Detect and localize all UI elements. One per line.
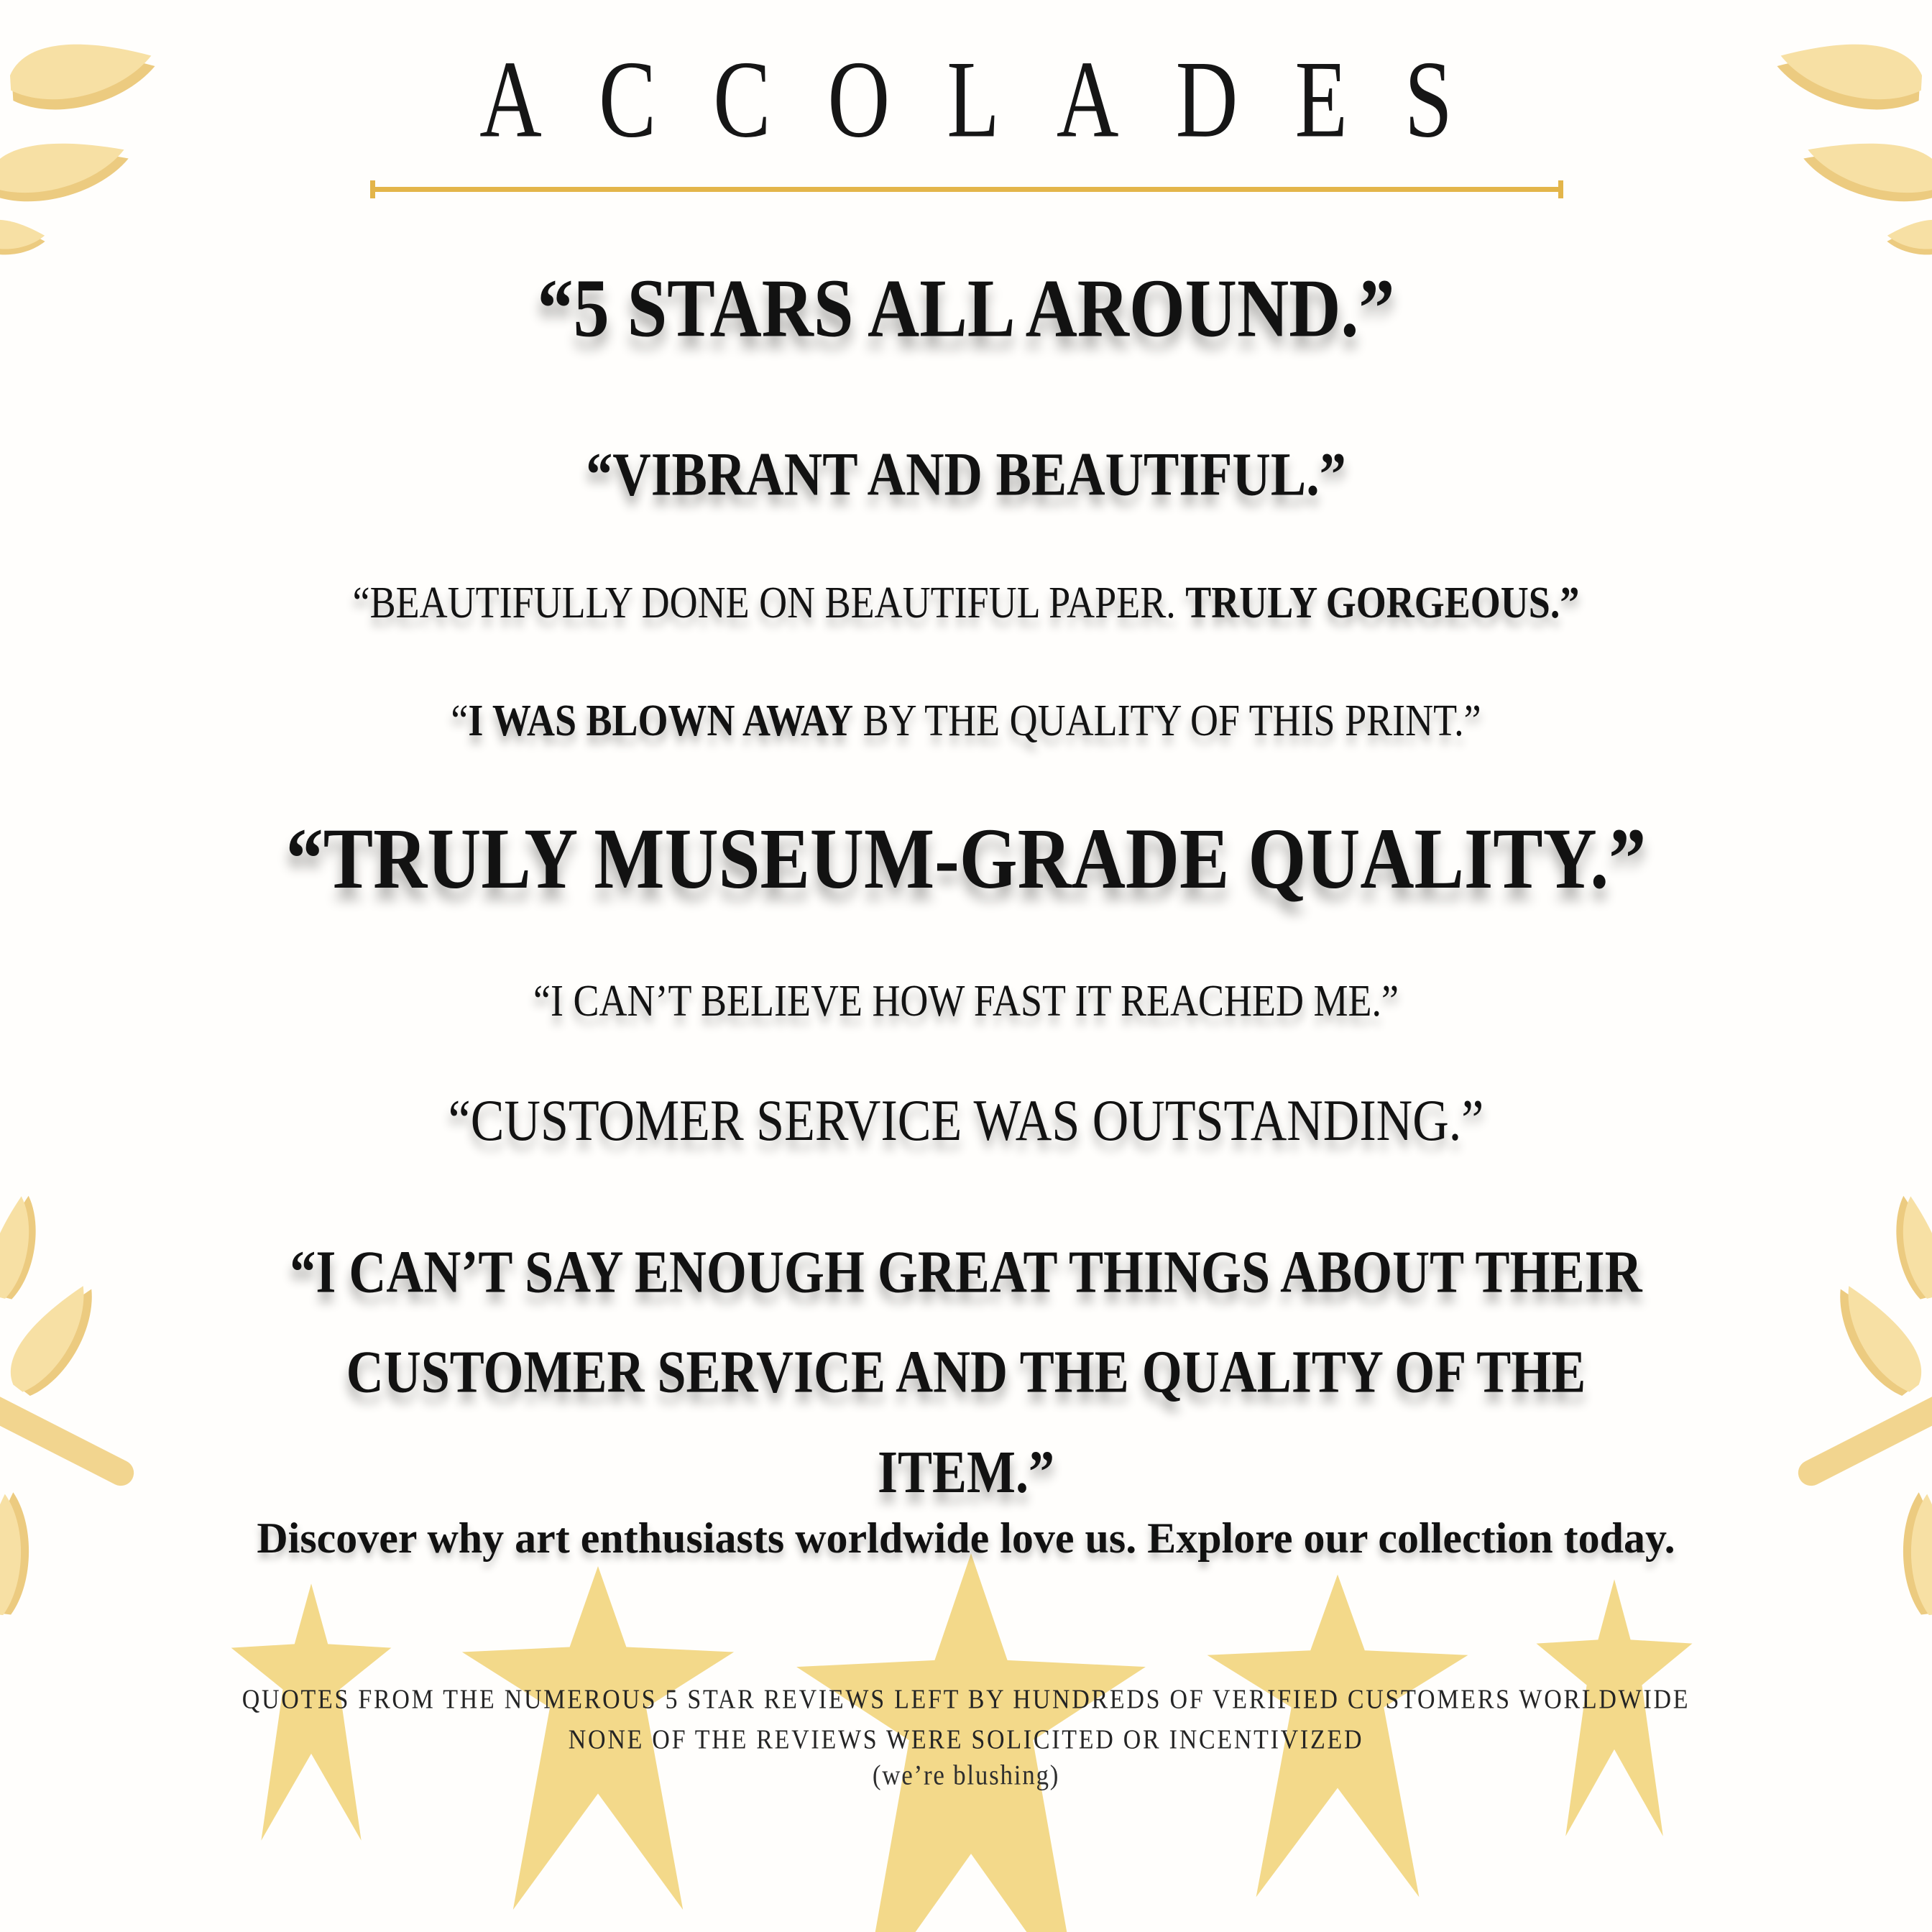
disclaimer-line-1: QUOTES FROM THE NUMEROUS 5 STAR REVIEWS LEFT BY HUNDREDS OF VERIFIED CUSTOMERS WORLDWIDE [242,1685,1690,1715]
quote-text: “ [451,695,469,745]
quote-vibrant-beautiful [0,440,1932,511]
quote-text-bold: I WAS BLOWN AWAY [468,695,854,745]
quote-beautifully-done [0,576,1932,628]
page-title: ACCOLADES [479,37,1510,160]
quote-text: “I CAN’T BELIEVE HOW FAST IT REACHED ME.” [533,975,1399,1026]
quote-fast-delivery [0,975,1932,1026]
quote-museum-grade [0,809,1932,908]
quote-customer-service [0,1088,1932,1155]
quote-line: CUSTOMER SERVICE AND THE QUALITY OF THE [346,1338,1586,1406]
disclaimer-line-2: NONE OF THE REVIEWS WERE SOLICITED OR INCENTIVIZED [568,1725,1364,1755]
quote-text-bold: TRULY GORGEOUS.” [1185,577,1580,627]
quote-line: ITEM.” [877,1438,1055,1506]
quote-text: “BEAUTIFULLY DONE ON BEAUTIFUL PAPER. [352,577,1186,627]
gold-divider [370,187,1563,192]
quote-text: “CUSTOMER SERVICE WAS OUTSTANDING.” [448,1089,1484,1154]
quote-5-stars-all-around [0,260,1932,356]
cta-text: Discover why art enthusiasts worldwide love us. Explore our collection today. [257,1514,1675,1562]
quote-line: “I CAN’T SAY ENOUGH GREAT THINGS ABOUT THEIR [290,1238,1642,1305]
quote-text-bold: “5 STARS ALL AROUND.” [537,262,1395,355]
quote-text-bold: “VIBRANT AND BEAUTIFUL.” [586,441,1346,510]
blush-note: (we’re blushing) [872,1760,1060,1791]
quote-text-bold: “TRULY MUSEUM-GRADE QUALITY.” [285,811,1647,907]
quote-blown-away [0,694,1932,746]
quote-text: BY THE QUALITY OF THIS PRINT.” [853,695,1481,745]
quote-cant-say-enough [0,1222,1932,1522]
